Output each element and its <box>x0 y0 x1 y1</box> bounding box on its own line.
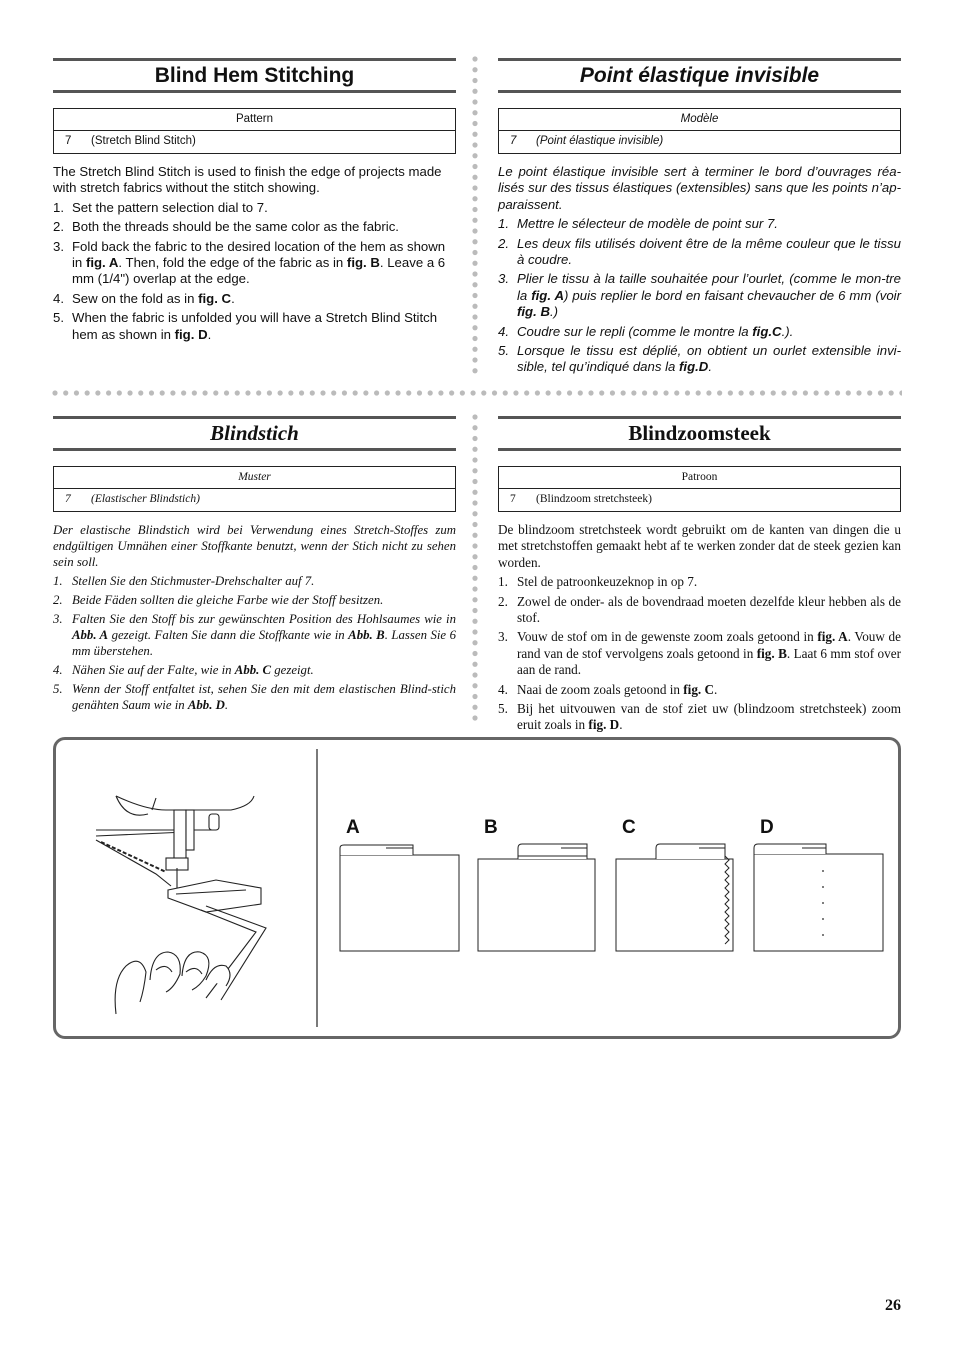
step-number: 3. <box>498 629 508 645</box>
pattern-number: 7 <box>65 135 72 147</box>
figure-b-fabric <box>478 844 595 951</box>
figure-d-fabric <box>754 844 883 951</box>
pattern-table-german <box>53 466 456 512</box>
pattern-table-row <box>499 131 900 153</box>
step-text: Wenn der Stoff entfaltet ist, sehen Sie den mit dem elastischen Blind-stich genähten Saum wie in <box>72 682 456 712</box>
step-text: gezeigt. Falten Sie dann die Stoffkante wie in <box>108 628 349 642</box>
step-text: Stellen Sie den Stichmuster-Drehschalter auf 7. <box>72 574 315 588</box>
step-text: Les deux fils utilisés doivent être de la même couleur que le tissu à coudre. <box>517 235 901 268</box>
figure-reference: fig.D <box>679 359 709 375</box>
steps-list <box>53 200 456 343</box>
figure-reference: fig. D <box>174 326 208 342</box>
step-number: 4. <box>498 323 509 339</box>
step-number: 3. <box>53 612 63 626</box>
figure-reference: fig. B <box>517 304 550 320</box>
step-item <box>498 701 901 734</box>
step-item <box>498 594 901 627</box>
figure-reference: Abb. B <box>348 628 385 642</box>
step-item <box>53 219 456 235</box>
step-number: 3. <box>498 271 509 287</box>
step-text: Falten Sie den Stoff bis zur gewünschten Position des Hohlsaumes wie in <box>72 612 456 626</box>
step-item <box>53 573 456 589</box>
pattern-number: 7 <box>65 493 71 505</box>
figure-reference: fig. A <box>85 255 119 271</box>
pattern-table-row <box>54 131 455 153</box>
section-title-english: Blind Hem Stitching <box>53 58 456 93</box>
section-english <box>53 58 456 346</box>
pattern-name: (Stretch Blind Stitch) <box>91 135 196 147</box>
step-number: 5. <box>53 682 63 696</box>
pattern-table-row <box>54 489 455 511</box>
step-text: When the fabric is unfolded you will have a Stretch Blind Stitch hem as shown in <box>72 310 438 342</box>
step-text: . <box>207 326 212 342</box>
step-text: . <box>224 698 229 712</box>
intro-text: Le point élastique invisible sert à terminer le bord d’ouvrages réa-lisés sur des tissus élastiques (extensibles) sans que les points n’ap-paraissent. <box>498 164 901 212</box>
step-text: . <box>231 290 235 306</box>
step-item <box>53 611 456 659</box>
step-text: Naai de zoom zoals getoond in <box>517 681 684 697</box>
step-item <box>53 291 456 307</box>
step-text: Sew on the fold as in <box>72 290 199 306</box>
step-item <box>498 629 901 678</box>
step-item <box>53 592 456 608</box>
section-french <box>498 58 901 379</box>
pattern-name: (Point élastique invisible) <box>536 135 664 147</box>
vertical-dotted-divider-top <box>471 56 479 374</box>
pattern-table-header: Muster <box>54 467 455 489</box>
step-item <box>498 574 901 590</box>
section-title-german: Blindstich <box>53 416 456 451</box>
figure-reference: fig. C <box>683 681 715 697</box>
figure-label-c: C <box>622 817 636 838</box>
body-dutch <box>498 522 901 734</box>
step-number: 1. <box>498 216 509 232</box>
step-text: . Laat 6 mm stof over aan de rand. <box>517 645 901 678</box>
step-text: .) <box>549 304 559 320</box>
pattern-table-header: Pattern <box>54 109 455 131</box>
figure-reference: fig. A <box>817 629 848 645</box>
step-item <box>53 239 456 288</box>
step-item <box>53 681 456 713</box>
intro-text: De blindzoom stretchsteek wordt gebruikt om de kanten van dingen die u met stretchstoffen gemaakt hebt af te werken zonder dat de steek gezien kan worden. <box>498 522 901 570</box>
pattern-name: (Blindzoom stretchsteek) <box>536 493 652 505</box>
section-title-dutch: Blindzoomsteek <box>498 416 901 451</box>
intro-text: Der elastische Blindstich wird bei Verwendung eines Stretch-Stoffes zum endgültigen Umnähen einer Stoffkante benutzt, wenn der Stich nicht zu sehen sein soll. <box>53 523 456 569</box>
pattern-table-row <box>499 489 900 511</box>
section-title-french: Point élastique invisible <box>498 58 901 93</box>
vertical-dotted-divider-bottom <box>471 414 479 724</box>
figure-label-b: B <box>484 817 498 838</box>
step-item <box>498 682 901 698</box>
step-item <box>498 324 901 340</box>
steps-list <box>498 216 901 376</box>
step-text: Vouw de stof om in de gewenste zoom zoals getoond in <box>517 629 818 645</box>
pattern-table-french <box>498 108 901 154</box>
step-text: Bij het uitvouwen van de stof ziet uw (blindzoom stretchsteek) zoom eruit zoals in <box>517 701 901 733</box>
pattern-table-english <box>53 108 456 154</box>
step-number: 4. <box>498 681 508 697</box>
step-item <box>498 271 901 320</box>
pattern-table-header: Modèle <box>499 109 900 131</box>
body-french <box>498 164 901 376</box>
step-text: Plier le tissu à la taille souhaitée pour l’ourlet, (comme le mon-tre la <box>517 271 901 303</box>
step-text: ) puis replier le bord en faisant chevaucher de 6 mm (voir <box>564 287 901 303</box>
figure-label-d: D <box>760 817 774 838</box>
step-number: 3. <box>53 238 64 254</box>
figure-reference: fig. B <box>756 645 787 661</box>
step-text: . <box>619 717 623 733</box>
step-text: Mettre le sélecteur de modèle de point sur 7. <box>517 216 778 232</box>
illustration-svg <box>56 740 898 1036</box>
figure-reference: Abb. D <box>187 698 225 712</box>
step-number: 5. <box>498 701 508 717</box>
figure-c-fabric <box>616 844 733 951</box>
step-text: Beide Fäden sollten die gleiche Farbe wie der Stoff besitzen. <box>72 593 384 607</box>
steps-list <box>498 574 901 734</box>
illustration-panel <box>53 737 901 1039</box>
step-number: 2. <box>498 593 508 609</box>
step-number: 2. <box>53 593 63 607</box>
pattern-number: 7 <box>510 135 517 147</box>
step-number: 4. <box>53 290 64 306</box>
step-number: 2. <box>53 219 64 235</box>
step-text: Nähen Sie auf der Falte, wie in <box>72 663 235 677</box>
figure-reference: fig.C <box>752 323 782 339</box>
step-text: . Then, fold the edge of the fabric as in <box>118 255 347 271</box>
step-text: Set the pattern selection dial to 7. <box>72 199 268 215</box>
page-number: 26 <box>885 1297 901 1314</box>
step-item <box>53 200 456 216</box>
figure-reference: fig. C <box>198 290 232 306</box>
pattern-table-dutch <box>498 466 901 512</box>
section-dutch <box>498 416 901 737</box>
step-item <box>498 236 901 269</box>
intro-text: The Stretch Blind Stitch is used to finish the edge of projects made with stretch fabrics without the stitch showing. <box>53 164 442 196</box>
step-item <box>53 662 456 678</box>
figure-a-fabric <box>340 845 459 951</box>
step-item <box>53 310 456 343</box>
step-item <box>498 216 901 232</box>
pattern-table-header: Patroon <box>499 467 900 489</box>
sewing-machine-illustration <box>96 796 266 1014</box>
step-item <box>498 343 901 376</box>
step-number: 1. <box>53 574 63 588</box>
figure-reference: Abb. C <box>234 663 272 677</box>
body-english <box>53 164 456 343</box>
step-number: 4. <box>53 663 63 677</box>
step-text: Coudre sur le repli (comme le montre la <box>517 323 753 339</box>
step-number: 5. <box>498 343 509 359</box>
horizontal-dotted-divider <box>52 389 902 397</box>
step-text: .). <box>781 323 794 339</box>
step-text: . Lassen Sie 6 mm überstehen. <box>72 628 456 658</box>
pattern-number: 7 <box>510 493 516 505</box>
figure-reference: fig. A <box>531 287 565 303</box>
figure-reference: fig. D <box>588 717 620 733</box>
pattern-name: (Elastischer Blindstich) <box>91 493 200 505</box>
step-number: 2. <box>498 235 509 251</box>
step-text: Lorsque le tissu est déplié, on obtient un ourlet extensible invi-sible, tel qu’indiqué dans la <box>517 343 901 375</box>
step-text: . <box>714 681 718 697</box>
body-german <box>53 522 456 713</box>
section-german <box>53 416 456 716</box>
step-text: . <box>708 359 713 375</box>
steps-list <box>53 573 456 713</box>
step-text: Stel de patroonkeuzeknop in op 7. <box>517 574 698 590</box>
step-text: Zowel de onder- als de bovendraad moeten dezelfde kleur hebben als de stof. <box>517 593 901 626</box>
figure-reference: Abb. A <box>72 628 109 642</box>
step-text: . Vouw de rand van de stof vervolgens zoals getoond in <box>517 629 901 661</box>
figure-label-a: A <box>346 817 360 838</box>
step-text: . Leave a 6 mm (1/4") overlap at the edge. <box>72 255 446 287</box>
step-number: 1. <box>53 199 64 215</box>
step-text: Fold back the fabric to the desired location of the hem as shown in <box>72 238 446 271</box>
step-text: Both the threads should be the same color as the fabric. <box>72 219 399 235</box>
step-number: 5. <box>53 310 64 326</box>
step-text: gezeigt. <box>271 663 314 677</box>
figure-reference: fig. B <box>346 255 380 271</box>
step-number: 1. <box>498 574 508 590</box>
